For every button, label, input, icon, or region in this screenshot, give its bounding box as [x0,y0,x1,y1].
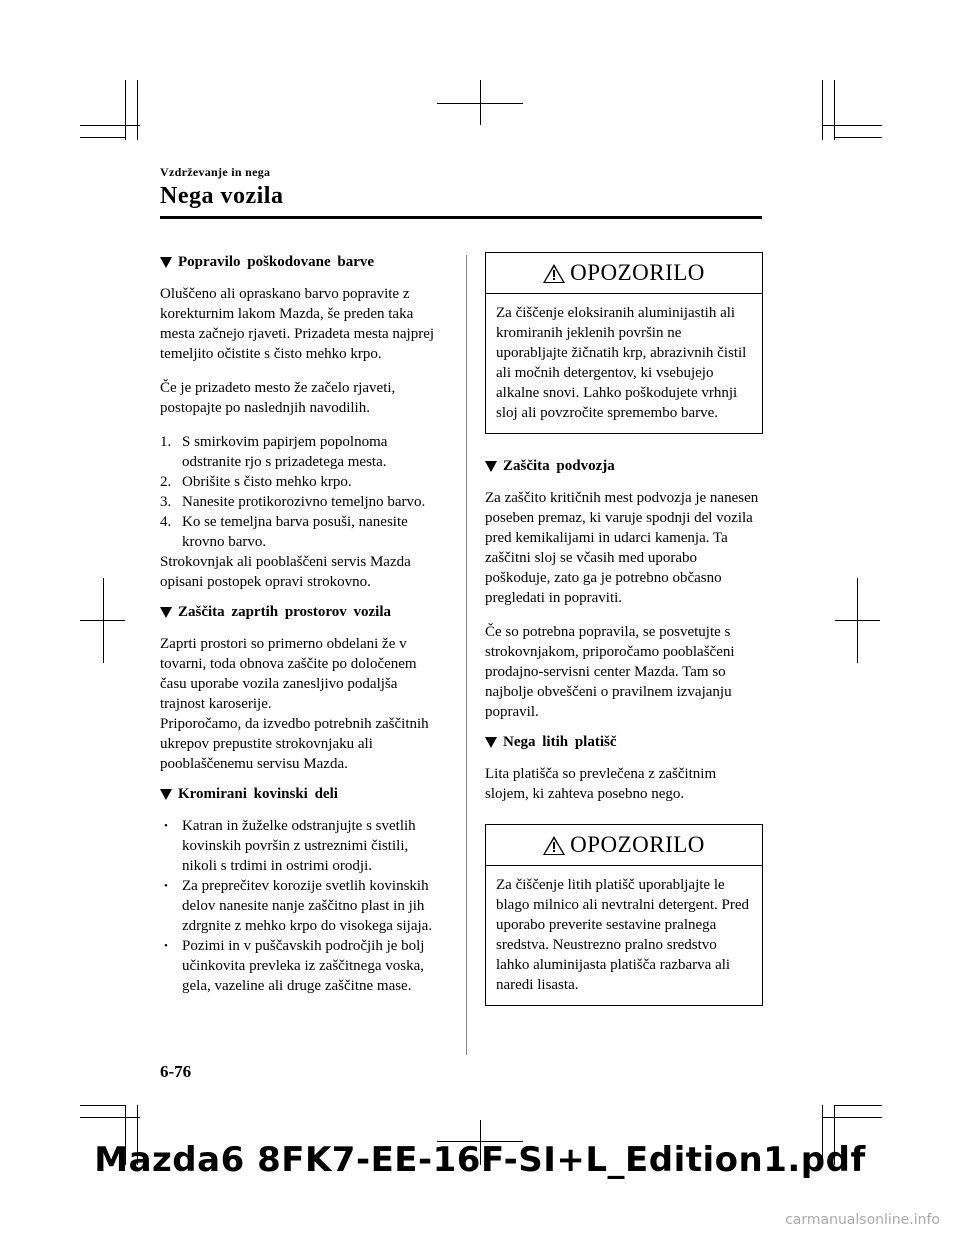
warning-text: Za čiščenje litih platišč uporabljajte le blago milnico ali nevtralni detergent. Pred uporabo preverite sestavine pralnega sredstva. Neustrezno pralno sredstvo lahko aluminijasta platišča razbarva ali naredi lisasta. [496,877,749,993]
paragraph: Če so potrebna popravila, se posvetujte s strokovnjakom, priporočamo pooblaščeni prodajno-servisni center Mazda. Tam so najbolje obveščeni o pravilnem izvajanju popravil. [485,624,735,720]
bullet-dot-icon: • [164,880,168,892]
left-column [160,252,445,996]
section-heading: Popravilo poškodovane barve [160,252,445,272]
steps-list [160,432,445,552]
triangle-bullet-icon [485,737,497,748]
column-divider [466,255,467,1055]
list-item: 4. Ko se temeljna barva posuši, nanesite krovno barvo. [160,514,408,550]
page-number: 6-76 [160,1062,192,1081]
paragraph: Če je prizadeto mesto že začelo rjaveti, postopajte po naslednjih navodilih. [160,380,396,416]
bullet-list [160,816,445,996]
right-column [485,252,763,1028]
watermark: carmanualsonline.info [785,1212,940,1228]
paragraph: Oluščeno ali opraskano barvo popravite z korekturnim lakom Mazda, še preden taka mesta začnejo rjaveti. Prizadeta mesta najprej temeljito očistite s čisto mehko krpo. [160,286,435,362]
list-item: 2. Obrišite s čisto mehko krpo. [160,474,352,490]
list-item: • Katran in žuželke odstranjujte s svetlih kovinskih površin z ustreznimi čistili, nikoli s trdimi in ostrimi orodji. [164,818,416,874]
bullet-dot-icon: • [164,820,168,832]
triangle-bullet-icon [160,257,172,268]
warning-text: Za čiščenje eloksiranih aluminijastih ali kromiranih jeklenih površin ne uporabljajte žičnatih krp, abrazivnih čistil ali močnih detergentov, ki vsebujejo alkalne snovi. Lahko poškodujete vrhnji sloj ali povzročite spremembo barve. [496,305,747,421]
triangle-bullet-icon [160,789,172,800]
list-item: 3. Nanesite protikorozivno temeljno barvo. [160,494,426,510]
warning-title: OPOZORILO [486,825,762,866]
warning-box [485,824,763,1006]
section-label: Vzdrževanje in nega [160,165,271,179]
section-heading: Zaščita zaprtih prostorov vozila [160,602,445,622]
page-title: Nega vozila [160,183,284,209]
header-rule [160,216,762,219]
list-item: • Pozimi in v puščavskih področjih je bolj učinkovita prevleka iz zaščitnega voska, gela, vazeline ali druge zaščitne mase. [164,938,425,994]
bullet-dot-icon: • [164,940,168,952]
paragraph: Priporočamo, da izvedbo potrebnih zaščitnih ukrepov prepustite strokovnjaku ali pooblaščenemu servisu Mazda. [160,716,429,772]
triangle-bullet-icon [485,461,497,472]
paragraph: Strokovnjak ali pooblaščeni servis Mazda opisani postopek opravi strokovno. [160,554,411,590]
paragraph: Za zaščito kritičnih mest podvozja je nanesen poseben premaz, ki varuje spodnji del vozila pred kemikalijami in udarci kamenja. Ta zaščitni sloj se včasih med uporabo poškoduje, zato ga je potrebno občasno pregledati in popraviti. [485,490,759,606]
warning-icon [543,264,565,283]
section-heading: Nega litih platišč [485,732,763,752]
triangle-bullet-icon [160,607,172,618]
warning-box [485,252,763,434]
list-item: 1. S smirkovim papirjem popolnoma odstranite rjo s prizadetega mesta. [160,434,388,470]
paragraph: Zaprti prostori so primerno obdelani že v tovarni, toda obnova zaščite po določenem času uporabe vozila zanesljivo podaljša trajnost karoserije. [160,636,417,712]
warning-title: OPOZORILO [486,253,762,294]
footer-file-name: Mazda6 8FK7-EE-16F-SI+L_Edition1.pdf [94,1140,866,1180]
section-heading: Kromirani kovinski deli [160,784,445,804]
paragraph: Lita platišča so prevlečena z zaščitnim slojem, ki zahteva posebno nego. [485,766,717,802]
list-item: • Za preprečitev korozije svetlih kovinskih delov nanesite nanje zaščitno plast in jih zdrgnite z mehko krpo do visokega sijaja. [164,878,433,934]
warning-icon [543,836,565,855]
section-heading: Zaščita podvozja [485,456,763,476]
